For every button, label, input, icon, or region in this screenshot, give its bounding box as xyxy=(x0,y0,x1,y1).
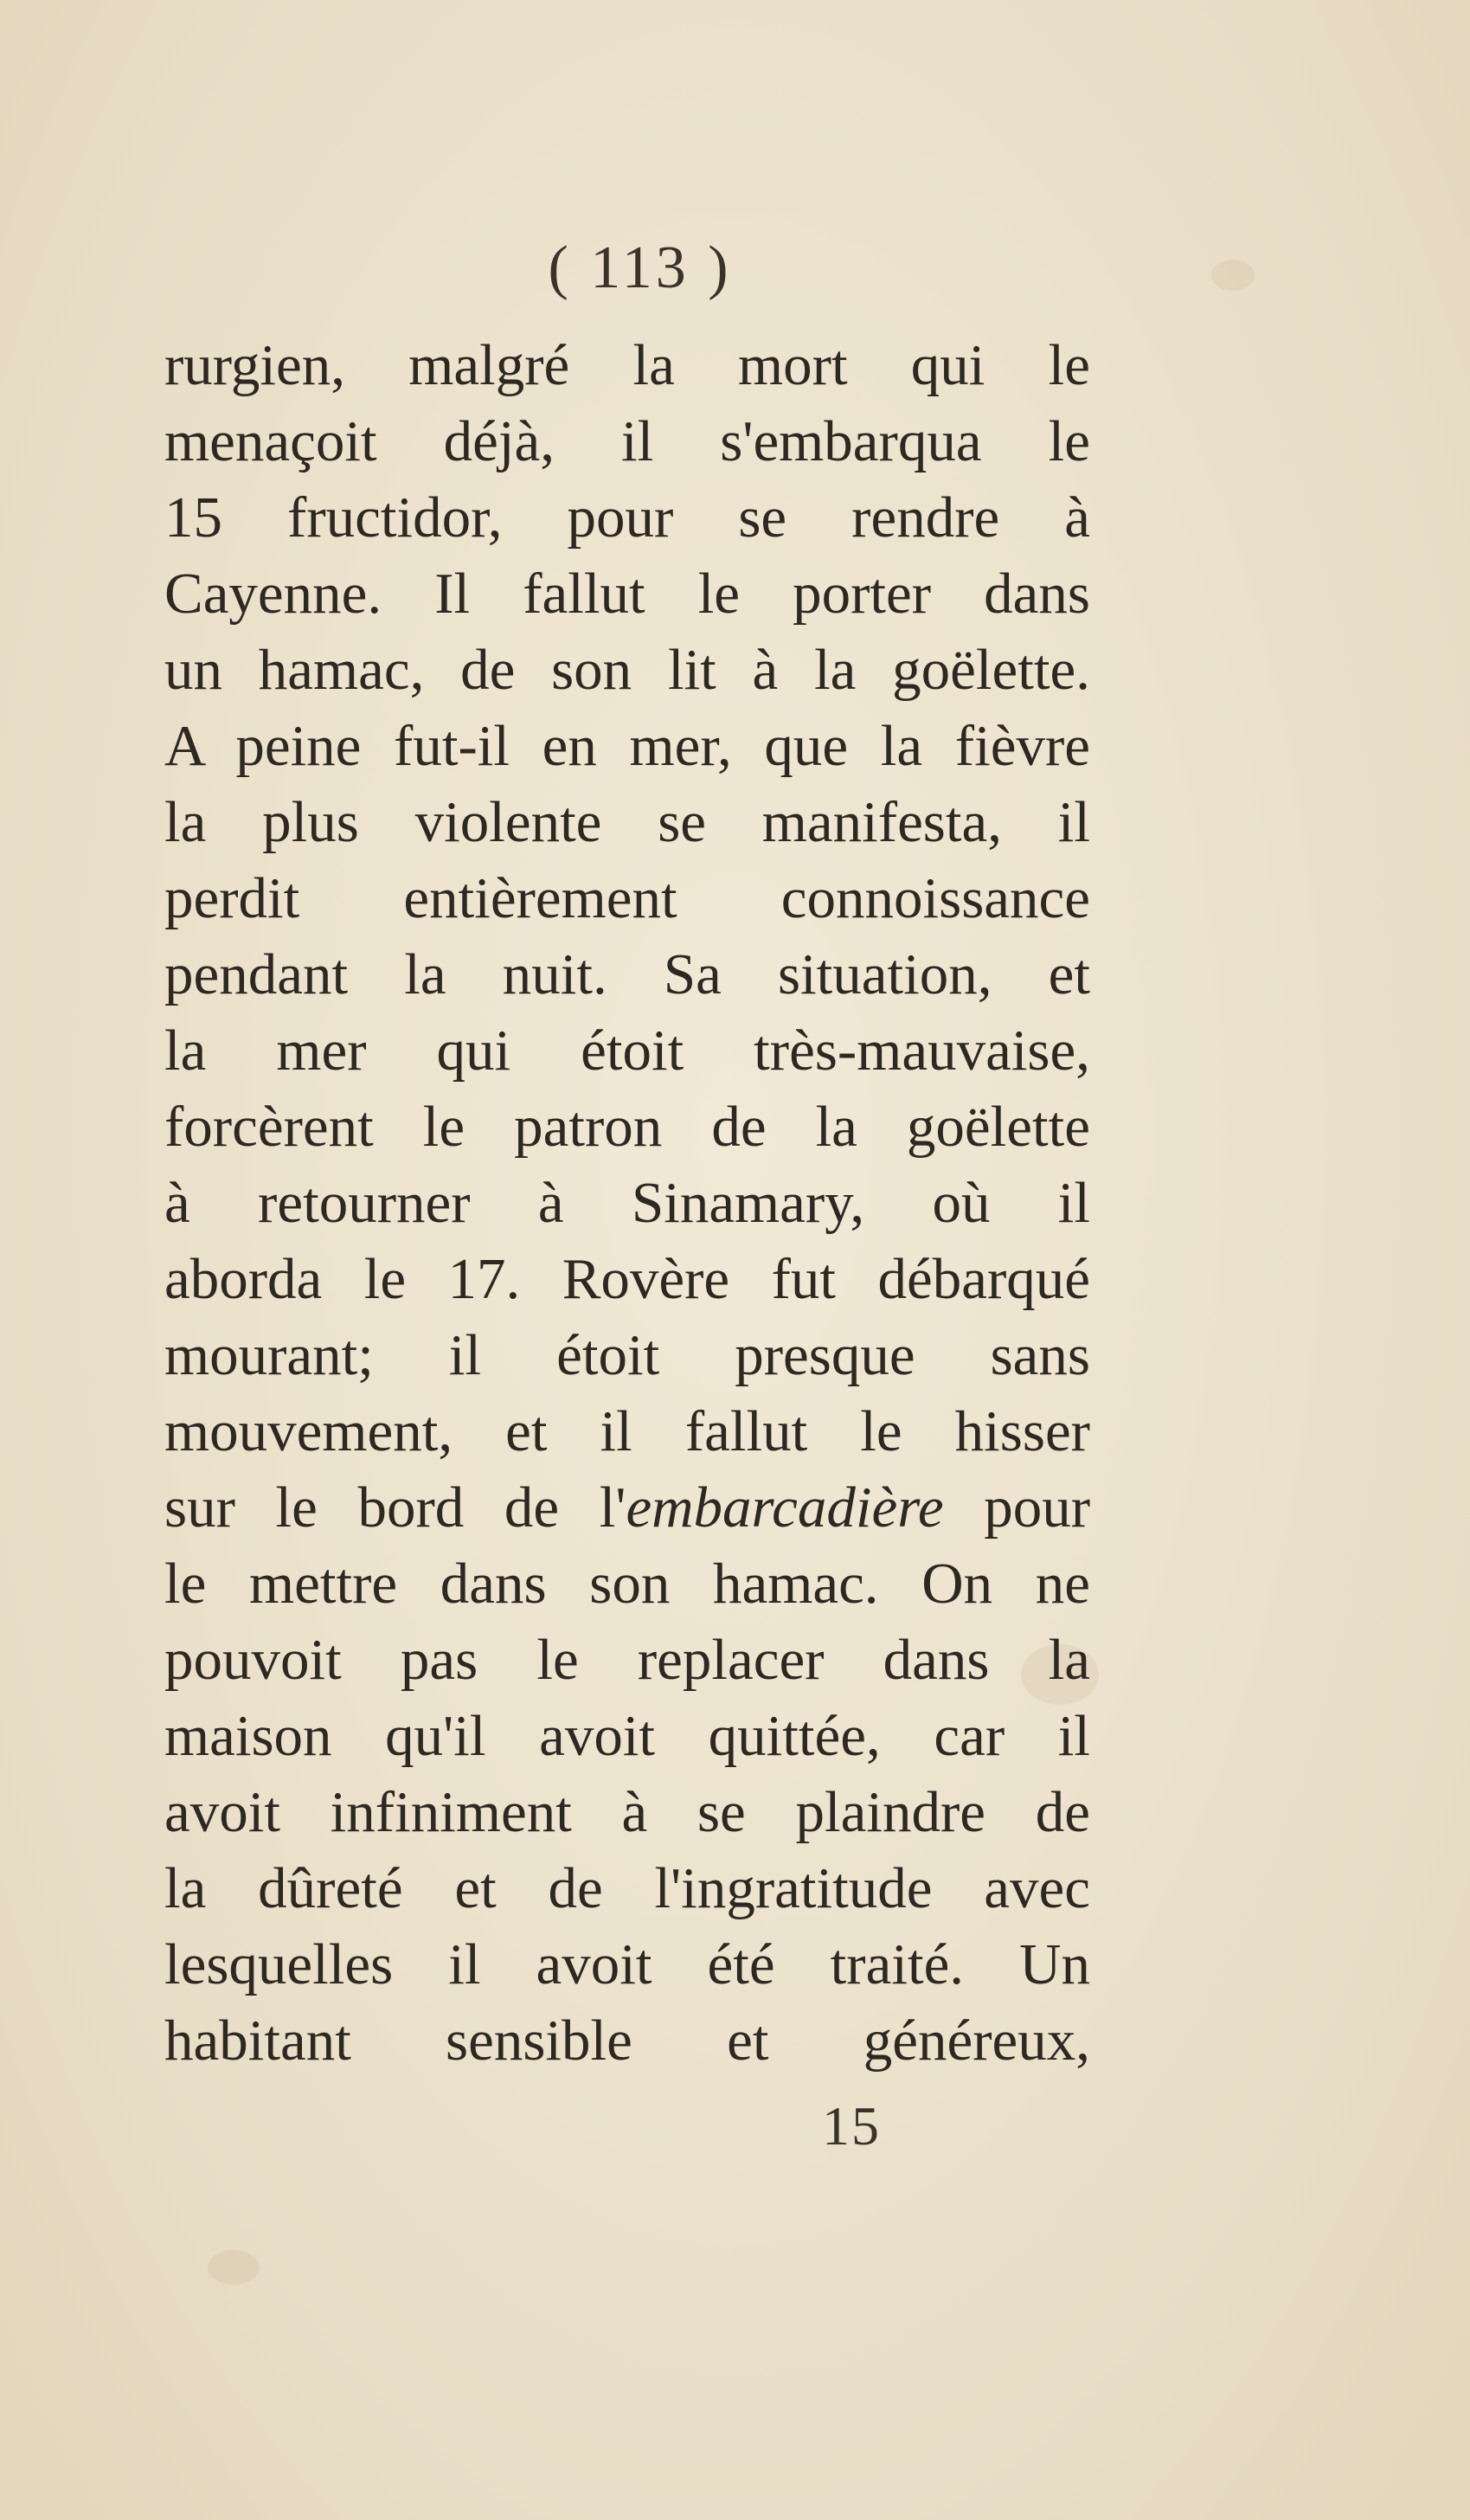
text-line: la mer qui étoit très-mauvaise, xyxy=(164,1019,1090,1083)
text-line: menaçoit déjà, il s'embarqua le xyxy=(164,409,1090,473)
paper-stain xyxy=(208,2250,260,2285)
text-line: rurgien, malgré la mort qui le xyxy=(164,333,1090,397)
text-line: avoit infiniment à se plaindre de xyxy=(164,1780,1090,1844)
page-number-header: ( 113 ) xyxy=(548,235,732,301)
text-line: sur le bord de l'embarcadière pour xyxy=(164,1475,1091,1540)
text-line: forcèrent le patron de la goëlette xyxy=(164,1095,1090,1159)
text-line: mourant; il étoit presque sans xyxy=(164,1323,1090,1387)
text-line: mouvement, et il fallut le hisser xyxy=(164,1399,1090,1463)
text-line: à retourner à Sinamary, où il xyxy=(164,1171,1090,1235)
text-line: un hamac, de son lit à la goëlette. xyxy=(164,638,1090,702)
text-line: pouvoit pas le replacer dans la xyxy=(164,1628,1090,1692)
signature-mark: 15 xyxy=(822,2095,881,2157)
text-line: perdit entièrement connoissance xyxy=(164,866,1090,930)
text-line: Cayenne. Il fallut le porter dans xyxy=(164,562,1090,626)
text-line: la plus violente se manifesta, il xyxy=(164,790,1090,854)
italic-term: embarcadière xyxy=(626,1475,944,1540)
body-text xyxy=(164,327,1090,2079)
text-line: le mettre dans son hamac. On ne xyxy=(164,1552,1090,1616)
text-line: la dûreté et de l'ingratitude avec xyxy=(164,1856,1090,1920)
text-line: maison qu'il avoit quittée, car il xyxy=(164,1704,1090,1768)
text-line: aborda le 17. Rovère fut débarqué xyxy=(164,1247,1090,1311)
text-line: pendant la nuit. Sa situation, et xyxy=(164,942,1090,1006)
text-line: 15 fructidor, pour se rendre à xyxy=(164,485,1090,550)
text-line: lesquelles il avoit été traité. Un xyxy=(164,1932,1090,1996)
text-line: A peine fut-il en mer, que la fièvre xyxy=(164,714,1090,778)
text-line: habitant sensible et généreux, xyxy=(164,2009,1090,2073)
